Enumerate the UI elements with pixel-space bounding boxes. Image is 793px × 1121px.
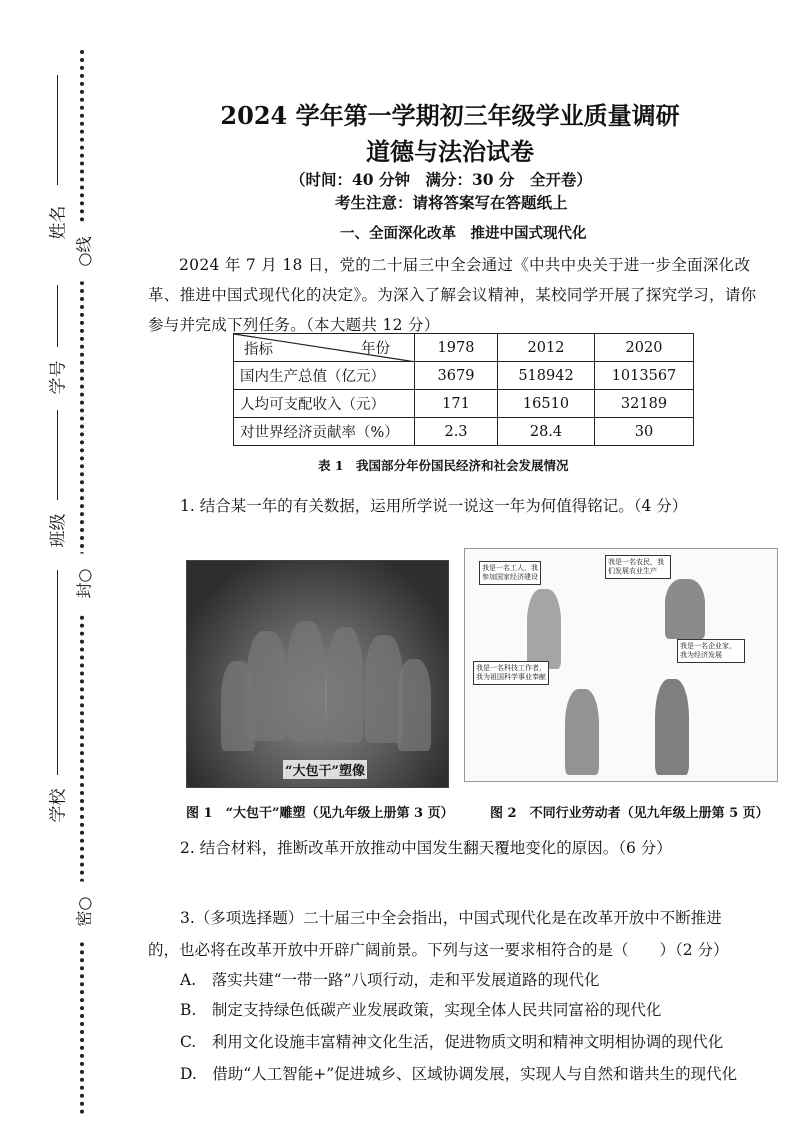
question-2: 2. 结合材料，推断改革开放推动中国发生翻天覆地变化的原因。（6 分）	[180, 839, 672, 857]
question-3-stem: 3.（多项选择题）二十届三中全会指出，中国式现代化是在改革开放中不断推进	[180, 909, 722, 927]
workers-comic	[464, 548, 778, 782]
row-label: 人均可支配收入（元）	[234, 390, 415, 418]
exam-subject: 道德与法治试卷	[366, 137, 534, 166]
exam-notice: 考生注意：请将答案写在答题纸上	[335, 193, 568, 212]
name-label: 姓名	[48, 205, 69, 240]
comic-bubble: 我是一名农民，我们发展农业生产	[605, 555, 671, 579]
table-row	[234, 390, 694, 418]
figure-2-caption: 图 2 不同行业劳动者（见九年级上册第 5 页）	[490, 806, 769, 821]
table-caption: 表 1 我国部分年份国民经济和社会发展情况	[318, 458, 569, 473]
table-cell: 32189	[595, 390, 694, 418]
question-1: 1. 结合某一年的有关数据，运用所学说一说这一年为何值得铭记。（4 分）	[180, 497, 688, 515]
table-cell: 28.4	[498, 418, 595, 446]
row-label: 国内生产总值（亿元）	[234, 362, 415, 390]
question-3-stem: 的，也必将在改革开放中开辟广阔前景。下列与这一要求相符合的是（ ）（2 分）	[148, 941, 729, 959]
figure-1-caption: 图 1 “大包干”雕塑（见九年级上册第 3 页）	[186, 806, 454, 821]
seal-secret-mark: 密○	[72, 882, 95, 942]
table-header-cell: 2012	[498, 334, 595, 362]
id-label: 学号	[48, 360, 69, 395]
comic-bubble: 我是一名工人，我参加国家经济建设	[479, 561, 541, 585]
table-cell: 171	[415, 390, 498, 418]
seal-seal-mark: 封○	[72, 554, 95, 614]
id-blank	[57, 285, 58, 347]
school-blank	[57, 570, 58, 775]
section-heading: 一、全面深化改革 推进中国式现代化	[340, 225, 587, 242]
intro-paragraph: 2024 年 7 月 18 日，党的二十届三中全会通过《中共中央关于进一步全面深化改革、推进中国式现代化的决定》。为深入了解会议精神，某校同学开展了探究学习，请你参与并完成下列任务。（本大题共 12 分）	[148, 256, 757, 334]
table-header-row	[234, 334, 694, 362]
table-cell: 2.3	[415, 418, 498, 446]
table-row	[234, 418, 694, 446]
table-row	[234, 362, 694, 390]
row-label: 对世界经济贡献率（%）	[234, 418, 415, 446]
table-header-cell: 2020	[595, 334, 694, 362]
seal-line-mark: ○线	[72, 222, 95, 282]
option-a: A. 落实共建“一带一路”八项行动，走和平发展道路的现代化	[180, 971, 600, 989]
data-table	[233, 333, 694, 446]
option-d: D. 借助“人工智能+”促进城乡、区域协调发展，实现人与自然和谐共生的现代化	[180, 1065, 738, 1083]
class-blank	[57, 410, 58, 500]
comic-bubble: 我是一名企业家，我为经济发展	[677, 639, 745, 663]
option-b: B. 制定支持绿色低碳产业发展政策，实现全体人民共同富裕的现代化	[180, 1001, 662, 1019]
table-cell: 30	[595, 418, 694, 446]
table-corner-cell	[234, 334, 415, 362]
comic-bubble: 我是一名科技工作者，我为祖国科学事业奉献	[473, 661, 549, 685]
table-cell: 518942	[498, 362, 595, 390]
school-label: 学校	[48, 788, 69, 823]
table-cell: 3679	[415, 362, 498, 390]
header-year: 年份	[361, 341, 390, 357]
table-cell: 1013567	[595, 362, 694, 390]
table-header-cell: 1978	[415, 334, 498, 362]
sculpture-label: “大包干”塑像	[283, 760, 367, 779]
header-indicator: 指标	[244, 342, 273, 358]
sculpture-photo	[186, 560, 449, 788]
exam-title: 2024 学年第一学期初三年级学业质量调研	[220, 101, 680, 130]
table-cell: 16510	[498, 390, 595, 418]
class-label: 班级	[48, 513, 69, 548]
name-blank	[57, 75, 58, 185]
exam-info: （时间：40 分钟 满分：30 分 全开卷）	[290, 170, 592, 189]
option-c: C. 利用文化设施丰富精神文化生活，促进物质文明和精神文明相协调的现代化	[180, 1033, 724, 1051]
